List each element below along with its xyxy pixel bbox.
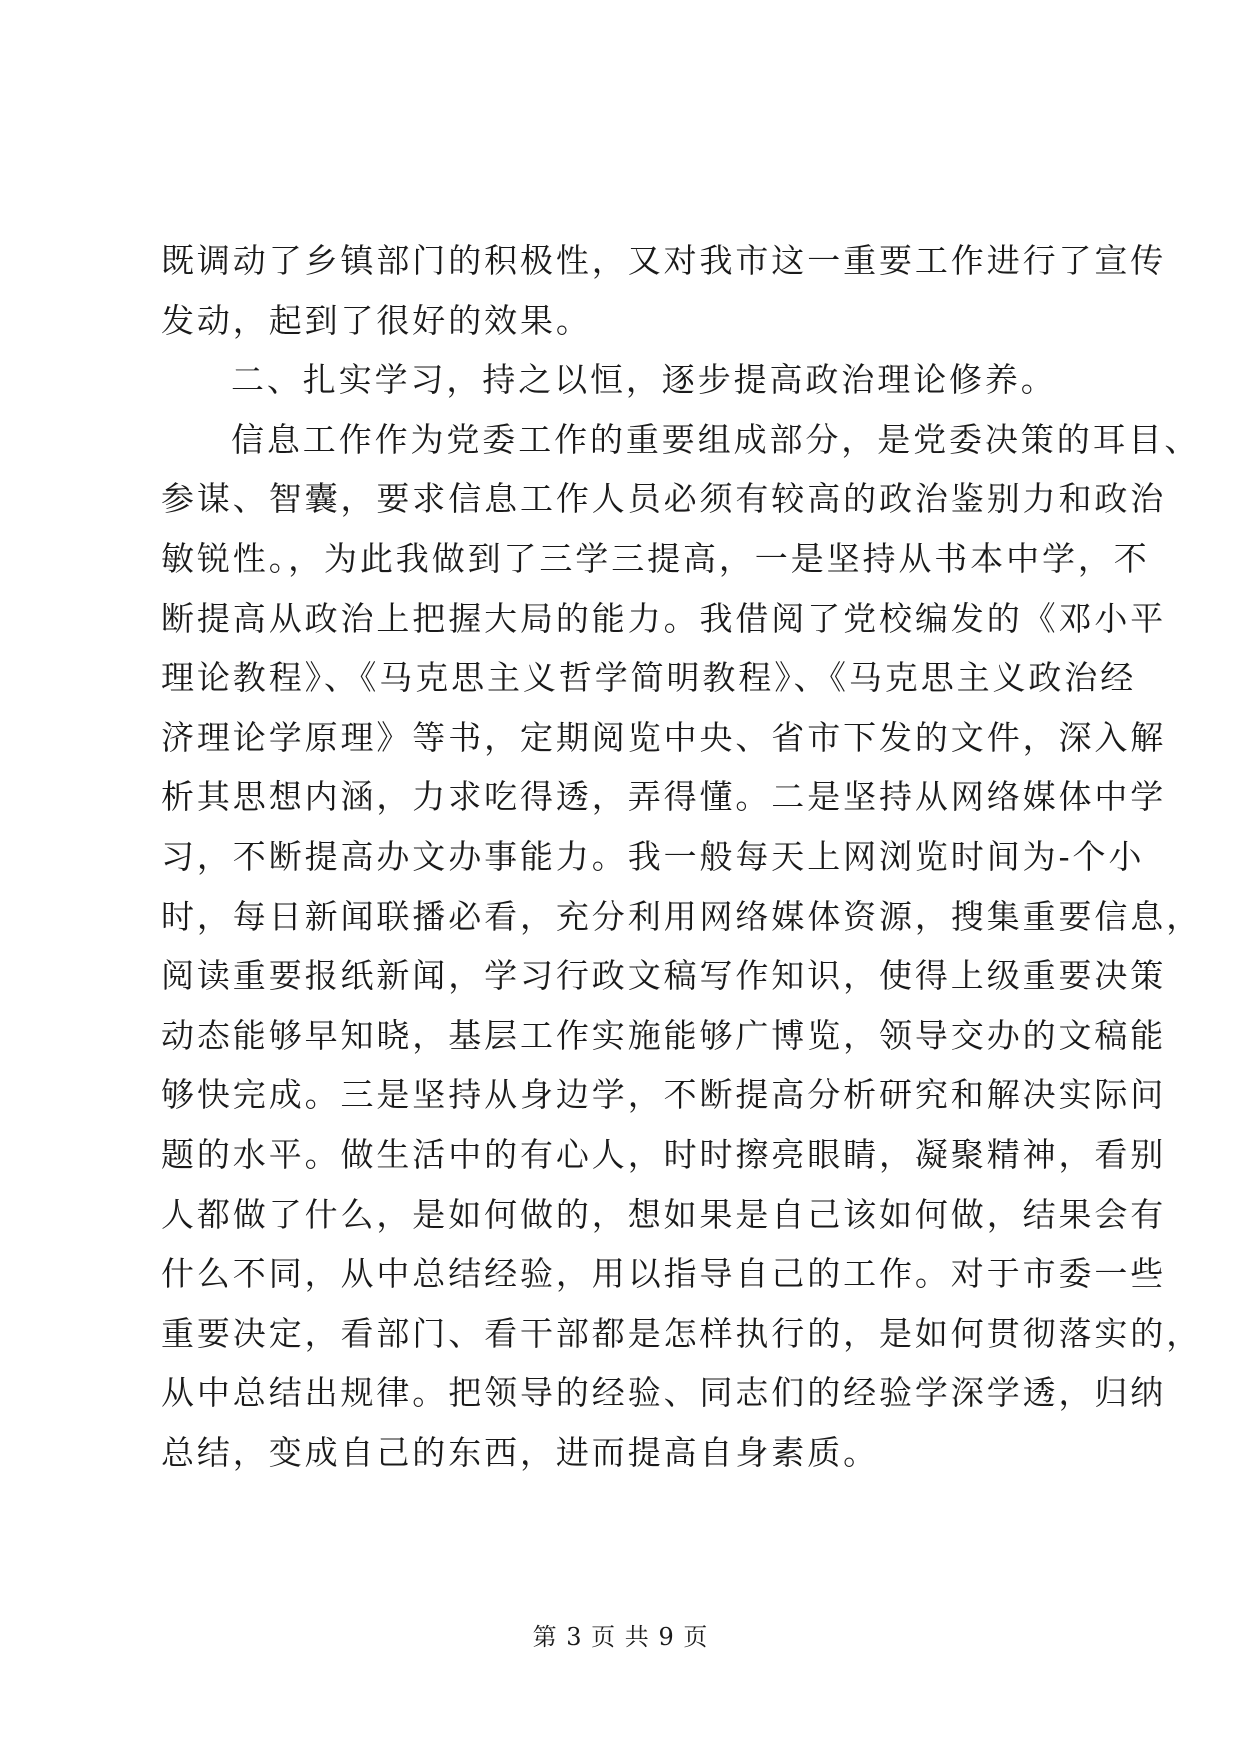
text-line: 总结，变成自己的东西，进而提高自身素质。 — [161, 1432, 879, 1472]
document-body — [161, 231, 1203, 1482]
text-line: 时，每日新闻联播必看，充分利用网络媒体资源，搜集重要信息， — [161, 896, 1203, 936]
text-line: 够快完成。三是坚持从身边学，不断提高分析研究和解决实际问 — [161, 1075, 1167, 1115]
text-line: 习，不断提高办文办事能力。我一般每天上网浏览时间为-个小 — [161, 836, 1145, 876]
text-line: 题的水平。做生活中的有心人，时时擦亮眼睛，凝聚精神，看别 — [161, 1134, 1167, 1174]
text-line: 发动，起到了很好的效果。 — [161, 300, 592, 340]
text-line: 重要决定，看部门、看干部都是怎样执行的，是如何贯彻落实的， — [161, 1313, 1203, 1353]
text-line: 敏锐性。，为此我做到了三学三提高，一是坚持从书本中学，不 — [161, 538, 1150, 578]
text-line: 人都做了什么，是如何做的，想如果是自己该如何做，结果会有 — [161, 1194, 1167, 1234]
page-number-footer: 第 3 页 共 9 页 — [532, 1623, 709, 1651]
text-line: 信息工作作为党委工作的重要组成部分，是党委决策的耳目、 — [231, 419, 1201, 459]
text-line: 析其思想内涵，力求吃得透，弄得懂。二是坚持从网络媒体中学 — [161, 777, 1167, 817]
section-heading: 二、扎实学习，持之以恒，逐步提高政治理论修养。 — [231, 360, 1057, 400]
text-line: 理论教程》、《马克思主义哲学简明教程》、《马克思主义政治经 — [161, 658, 1137, 698]
text-line: 从中总结出规律。把领导的经验、同志们的经验学深学透，归纳 — [161, 1373, 1167, 1413]
text-line: 断提高从政治上把握大局的能力。我借阅了党校编发的《邓小平 — [161, 598, 1167, 638]
text-line: 动态能够早知晓，基层工作实施能够广博览，领导交办的文稿能 — [161, 1015, 1167, 1055]
text-line: 参谋、智囊，要求信息工作人员必须有较高的政治鉴别力和政治 — [161, 479, 1167, 519]
text-line: 什么不同，从中总结经验，用以指导自己的工作。对于市委一些 — [161, 1254, 1167, 1294]
text-line: 既调动了乡镇部门的积极性，又对我市这一重要工作进行了宣传 — [161, 241, 1167, 280]
text-line: 济理论学原理》等书，定期阅览中央、省市下发的文件，深入解 — [161, 717, 1167, 757]
text-line: 阅读重要报纸新闻，学习行政文稿写作知识，使得上级重要决策 — [161, 956, 1167, 996]
